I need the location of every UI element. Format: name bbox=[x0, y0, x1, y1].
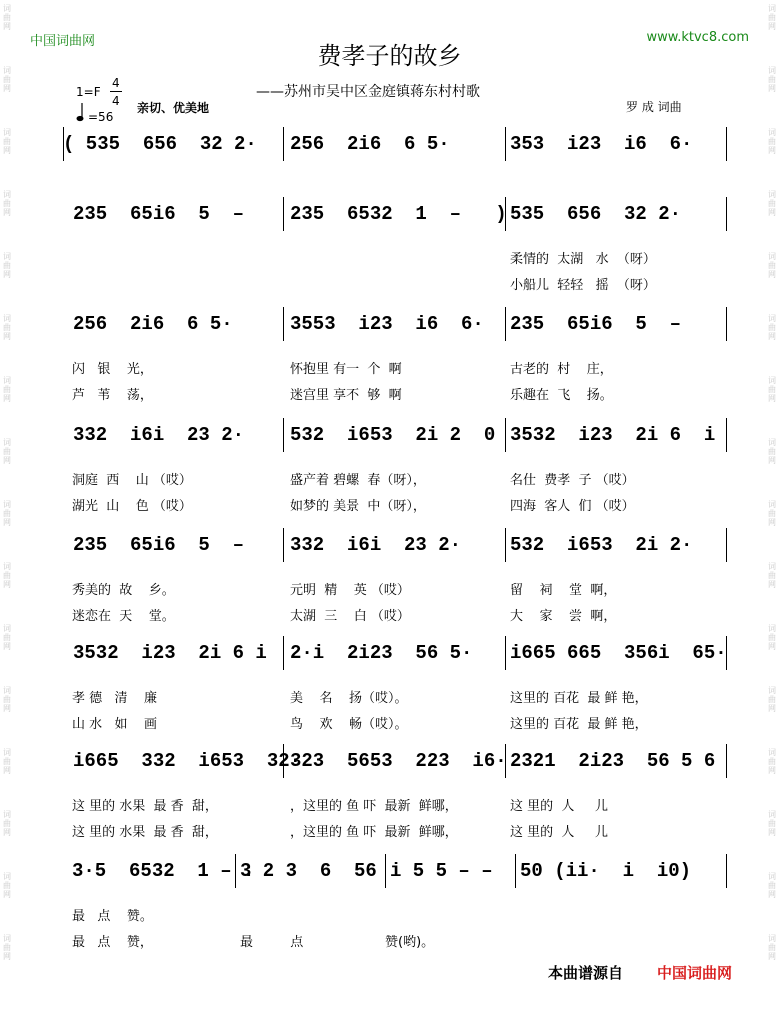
watermark-glyph: 曲 bbox=[768, 137, 776, 146]
watermark-glyph: 网 bbox=[3, 766, 11, 775]
measure-notes: 256 2i6 6 5· bbox=[73, 313, 233, 335]
watermark-glyph: 曲 bbox=[3, 571, 11, 580]
measure-notes: 3·5 6532 1 – : bbox=[72, 860, 255, 882]
bar-line bbox=[726, 744, 727, 778]
bar-line bbox=[283, 127, 284, 161]
watermark-glyph: 曲 bbox=[768, 633, 776, 642]
watermark-glyph: 网 bbox=[768, 146, 776, 155]
watermark-glyph: 网 bbox=[3, 84, 11, 93]
watermark-glyph: 网 bbox=[3, 394, 11, 403]
lyric-line: 这 里的 水果 最 香 甜， bbox=[72, 799, 218, 814]
bar-line bbox=[726, 418, 727, 452]
measure-notes: i665 332 i653 32· bbox=[73, 750, 302, 772]
watermark-glyph: 曲 bbox=[768, 385, 776, 394]
lyric-line: 四海 客人 们 （哎） bbox=[510, 499, 635, 514]
lyric-line: 赞(哟)。 bbox=[385, 935, 435, 950]
watermark-glyph: 网 bbox=[3, 828, 11, 837]
watermark-glyph: 词 bbox=[3, 438, 11, 447]
watermark-glyph: 词 bbox=[3, 562, 11, 571]
lyric-line: 闪 银 光， bbox=[72, 362, 153, 377]
lyric-line: 怀抱里 有一 个 啊 bbox=[290, 362, 402, 377]
bar-line bbox=[726, 197, 727, 231]
watermark-glyph: 网 bbox=[768, 642, 776, 651]
watermark-glyph: 网 bbox=[768, 828, 776, 837]
watermark-glyph: 词 bbox=[3, 190, 11, 199]
watermark-glyph: 网 bbox=[768, 704, 776, 713]
watermark-glyph: 曲 bbox=[3, 881, 11, 890]
lyric-line: 柔情的 太湖 水 （呀） bbox=[510, 252, 656, 267]
measure-notes: 50 (ii· i i0) bbox=[520, 860, 692, 882]
watermark-glyph: 词 bbox=[3, 624, 11, 633]
key-signature: 1=F bbox=[76, 85, 101, 99]
watermark-glyph: 曲 bbox=[768, 75, 776, 84]
bar-line bbox=[283, 744, 284, 778]
watermark-glyph: 词 bbox=[768, 438, 776, 447]
watermark-glyph: 词 bbox=[3, 128, 11, 137]
watermark-glyph: 网 bbox=[768, 394, 776, 403]
lyric-line: 孝 德 清 廉 bbox=[72, 691, 158, 706]
site-url-right[interactable]: www.ktvc8.com bbox=[646, 30, 749, 45]
watermark-glyph: 词 bbox=[768, 190, 776, 199]
watermark-glyph: 词 bbox=[768, 624, 776, 633]
watermark-glyph: 词 bbox=[3, 810, 11, 819]
watermark-glyph: 词 bbox=[768, 748, 776, 757]
bar-line bbox=[726, 854, 727, 888]
bar-line bbox=[505, 307, 506, 341]
watermark-glyph: 曲 bbox=[3, 509, 11, 518]
measure-notes: 256 2i6 6 5· bbox=[290, 133, 450, 155]
measure-notes: 235 65i6 5 – bbox=[73, 534, 245, 556]
measure-notes: i 5 5 – – bbox=[390, 860, 493, 882]
measure-notes: 532 i653 2i 2 0 bbox=[290, 424, 496, 446]
watermark-glyph: 曲 bbox=[3, 819, 11, 828]
bar-line bbox=[505, 744, 506, 778]
site-brand-left: 中国词曲网 bbox=[30, 34, 96, 49]
watermark-glyph: 曲 bbox=[3, 943, 11, 952]
watermark-glyph: 词 bbox=[768, 376, 776, 385]
watermark-glyph: 词 bbox=[768, 66, 776, 75]
watermark-glyph: 网 bbox=[3, 270, 11, 279]
watermark-glyph: 曲 bbox=[3, 633, 11, 642]
watermark-glyph: 网 bbox=[3, 642, 11, 651]
watermark-glyph: 曲 bbox=[3, 13, 11, 22]
lyric-line: 洞庭 西 山 （哎） bbox=[72, 473, 192, 488]
lyric-line: 乐趣在 飞 扬。 bbox=[510, 388, 613, 403]
watermark-glyph: 词 bbox=[3, 934, 11, 943]
watermark-glyph: 网 bbox=[3, 332, 11, 341]
bar-line bbox=[726, 528, 727, 562]
watermark-glyph: 网 bbox=[3, 146, 11, 155]
watermark-glyph: 网 bbox=[3, 890, 11, 899]
measure-notes: 2·i 2i23 56 5· bbox=[290, 642, 473, 664]
measure-notes: 532 i653 2i 2· bbox=[510, 534, 693, 556]
watermark-glyph: 网 bbox=[768, 332, 776, 341]
measure-notes: 235 65i6 5 – bbox=[510, 313, 682, 335]
watermark-glyph: 曲 bbox=[3, 447, 11, 456]
watermark-glyph: 网 bbox=[3, 518, 11, 527]
lyric-line: 这 里的 人 儿 bbox=[510, 799, 609, 814]
watermark-glyph: 网 bbox=[3, 704, 11, 713]
watermark-glyph: 词 bbox=[768, 252, 776, 261]
watermark-glyph: 曲 bbox=[768, 509, 776, 518]
song-subtitle: ——苏州市吴中区金庭镇蒋东村村歌 bbox=[256, 84, 480, 100]
watermark-glyph: 词 bbox=[768, 810, 776, 819]
lyric-line: 最 点 赞， bbox=[72, 935, 153, 950]
measure-notes: 332 i6i 23 2· bbox=[290, 534, 462, 556]
tempo-marking: =56 bbox=[88, 110, 114, 124]
measure-notes: 535 656 32 2· bbox=[510, 203, 682, 225]
watermark-glyph: 曲 bbox=[768, 943, 776, 952]
lyric-line: 迷宫里 享不 够 啊 bbox=[290, 388, 402, 403]
watermark-glyph: 曲 bbox=[768, 819, 776, 828]
lyric-line: 这 里的 水果 最 香 甜， bbox=[72, 825, 218, 840]
measure-notes: i665 665 356i 65· bbox=[510, 642, 727, 664]
measure-notes: 353 i23 i6 6· bbox=[510, 133, 693, 155]
lyric-line: 元明 精 英 （哎） bbox=[290, 583, 410, 598]
watermark-glyph: 词 bbox=[768, 128, 776, 137]
watermark-glyph: 词 bbox=[768, 872, 776, 881]
expression-marking: 亲切、优美地 bbox=[137, 101, 210, 115]
measure-notes: 235 65i6 5 – bbox=[73, 203, 245, 225]
source-brand[interactable]: 中国词曲网 bbox=[657, 964, 733, 982]
bar-line bbox=[283, 636, 284, 670]
bar-line bbox=[235, 854, 236, 888]
bar-line bbox=[283, 307, 284, 341]
watermark-glyph: 词 bbox=[3, 500, 11, 509]
watermark-glyph: 网 bbox=[768, 766, 776, 775]
lyric-line: 盛产着 碧螺 春（呀）， bbox=[290, 473, 426, 488]
lyric-line: 大 家 尝 啊， bbox=[510, 609, 617, 624]
watermark-glyph: 网 bbox=[3, 456, 11, 465]
lyric-line: 太湖 三 白 （哎） bbox=[290, 609, 410, 624]
watermark-glyph: 词 bbox=[3, 252, 11, 261]
lyric-line: 湖光 山 色 （哎） bbox=[72, 499, 192, 514]
watermark-glyph: 曲 bbox=[768, 13, 776, 22]
lyric-line: 这里的 百花 最 鲜 艳， bbox=[510, 691, 648, 706]
lyric-line: 山 水 如 画 bbox=[72, 717, 158, 732]
lyric-line: 芦 苇 荡， bbox=[72, 388, 153, 403]
watermark-glyph: 词 bbox=[768, 934, 776, 943]
watermark-glyph: 词 bbox=[3, 376, 11, 385]
lyric-line: 这 里的 人 儿 bbox=[510, 825, 609, 840]
watermark-glyph: 曲 bbox=[768, 757, 776, 766]
watermark-glyph: 曲 bbox=[768, 447, 776, 456]
watermark-glyph: 曲 bbox=[3, 137, 11, 146]
lyric-line: 秀美的 故 乡。 bbox=[72, 583, 175, 598]
watermark-glyph: 词 bbox=[3, 748, 11, 757]
time-signature-bottom: 4 bbox=[112, 94, 120, 108]
time-signature-top: 4 bbox=[112, 76, 120, 90]
watermark-glyph: 网 bbox=[768, 952, 776, 961]
watermark-glyph: 网 bbox=[768, 270, 776, 279]
bar-line bbox=[505, 528, 506, 562]
watermark-glyph: 曲 bbox=[768, 571, 776, 580]
watermark-glyph: 网 bbox=[768, 518, 776, 527]
watermark-glyph: 曲 bbox=[3, 695, 11, 704]
measure-notes: 2321 2i23 56 5 6 bbox=[510, 750, 716, 772]
watermark-glyph: 词 bbox=[768, 562, 776, 571]
song-title: 费孝子的故乡 bbox=[317, 42, 462, 70]
watermark-glyph: 词 bbox=[768, 686, 776, 695]
measure-notes: 3 2 3 6 56 bbox=[240, 860, 377, 882]
watermark-glyph: 曲 bbox=[768, 261, 776, 270]
bar-line bbox=[385, 854, 386, 888]
watermark-glyph: 曲 bbox=[3, 199, 11, 208]
lyric-line: 这里的 百花 最 鲜 艳， bbox=[510, 717, 648, 732]
watermark-glyph: 词 bbox=[3, 872, 11, 881]
bar-line bbox=[505, 418, 506, 452]
lyric-line: ，这里的 鱼 吓 最新 鲜哪， bbox=[290, 799, 458, 814]
watermark-glyph: 网 bbox=[768, 22, 776, 31]
lyric-line: 美 名 扬（哎）。 bbox=[290, 691, 408, 706]
watermark-glyph: 曲 bbox=[3, 385, 11, 394]
bar-line bbox=[505, 197, 506, 231]
watermark-glyph: 网 bbox=[768, 208, 776, 217]
watermark-glyph: 曲 bbox=[3, 75, 11, 84]
watermark-glyph: 词 bbox=[3, 66, 11, 75]
watermark-glyph: 网 bbox=[3, 580, 11, 589]
lyric-line: 古老的 村 庄， bbox=[510, 362, 613, 377]
lyric-line: 鸟 欢 畅（哎）。 bbox=[290, 717, 408, 732]
bar-line bbox=[283, 528, 284, 562]
bar-line bbox=[63, 127, 64, 161]
watermark-glyph: 网 bbox=[768, 84, 776, 93]
measure-notes: 235 6532 1 – ) bbox=[290, 203, 507, 225]
watermark-glyph: 网 bbox=[3, 952, 11, 961]
watermark-glyph: 词 bbox=[3, 4, 11, 13]
bar-line bbox=[726, 127, 727, 161]
measure-notes: ( 535 656 32 2· bbox=[63, 133, 257, 155]
lyric-line: ，这里的 鱼 吓 最新 鲜哪， bbox=[290, 825, 458, 840]
lyric-line: 如梦的 美景 中（呀）， bbox=[290, 499, 426, 514]
bar-line bbox=[726, 636, 727, 670]
bar-line bbox=[515, 854, 516, 888]
watermark-glyph: 网 bbox=[768, 580, 776, 589]
watermark-glyph: 曲 bbox=[3, 261, 11, 270]
measure-notes: 3532 i23 2i 6 i bbox=[73, 642, 267, 664]
watermark-glyph: 词 bbox=[3, 686, 11, 695]
lyric-line: 留 祠 堂 啊， bbox=[510, 583, 617, 598]
measure-notes: 3532 i23 2i 6 i bbox=[510, 424, 716, 446]
lyric-line: 名仕 费孝 子 （哎） bbox=[510, 473, 635, 488]
watermark-glyph: 词 bbox=[768, 500, 776, 509]
watermark-glyph: 曲 bbox=[768, 323, 776, 332]
watermark-glyph: 网 bbox=[768, 456, 776, 465]
bar-line bbox=[726, 307, 727, 341]
bar-line bbox=[505, 127, 506, 161]
bar-line bbox=[283, 197, 284, 231]
lyric-line: 最 点 赞。 bbox=[72, 909, 153, 924]
lyric-line: 迷恋在 天 堂。 bbox=[72, 609, 175, 624]
composer-credit: 罗 成 词曲 bbox=[626, 100, 682, 114]
watermark-glyph: 曲 bbox=[768, 199, 776, 208]
watermark-glyph: 网 bbox=[3, 22, 11, 31]
watermark-glyph: 曲 bbox=[3, 323, 11, 332]
watermark-glyph: 曲 bbox=[3, 757, 11, 766]
watermark-glyph: 词 bbox=[768, 314, 776, 323]
measure-notes: 323 5653 223 i6· bbox=[290, 750, 507, 772]
watermark-glyph: 词 bbox=[3, 314, 11, 323]
lyric-line: 小船儿 轻轻 摇 （呀） bbox=[510, 278, 656, 293]
measure-notes: 332 i6i 23 2· bbox=[73, 424, 245, 446]
measure-notes: 3553 i23 i6 6· bbox=[290, 313, 484, 335]
watermark-glyph: 网 bbox=[3, 208, 11, 217]
watermark-glyph: 词 bbox=[768, 4, 776, 13]
lyric-line: 最 点 bbox=[240, 935, 304, 950]
watermark-glyph: 网 bbox=[768, 890, 776, 899]
bar-line bbox=[283, 418, 284, 452]
bar-line bbox=[505, 636, 506, 670]
watermark-glyph: 曲 bbox=[768, 881, 776, 890]
watermark-glyph: 曲 bbox=[768, 695, 776, 704]
source-label: 本曲谱源自 bbox=[548, 964, 624, 982]
